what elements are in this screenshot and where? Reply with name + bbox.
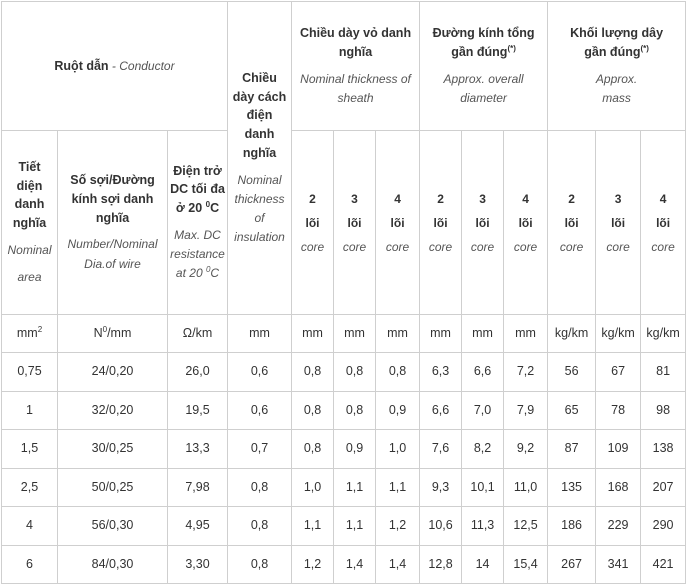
unit-sheath-3: mm [334, 315, 376, 353]
cell-sheath-3: 0,8 [334, 391, 376, 430]
cell-mass-2: 87 [548, 430, 596, 469]
cable-spec-table [1, 1, 686, 584]
cell-sheath-2: 0,8 [292, 353, 334, 392]
cell-number-dia: 32/0,20 [58, 391, 168, 430]
table-row [2, 545, 686, 584]
cell-sheath-3: 1,4 [334, 545, 376, 584]
cell-diameter-3: 7,0 [462, 391, 504, 430]
unit-number: $N^0/mm$ [58, 315, 168, 353]
cell-sheath-2: 0,8 [292, 391, 334, 430]
cell-sheath-3: 1,1 [334, 468, 376, 507]
unit-insulation: mm [228, 315, 292, 353]
conductor-title-vi: Ruột dẫn [54, 58, 109, 73]
cell-mass-4: 207 [641, 468, 686, 507]
cell-mass-4: 98 [641, 391, 686, 430]
mass-4-core-header: 4 lõi core [641, 131, 686, 315]
diameter-3-core-header: 3 lõi core [462, 131, 504, 315]
cell-mass-3: 168 [596, 468, 641, 507]
mass-3-core-header: 3 lõi core [596, 131, 641, 315]
cell-mass-2: 267 [548, 545, 596, 584]
cell-sheath-4: 1,4 [376, 545, 420, 584]
unit-area: $mm^2$ [2, 315, 58, 353]
table-body [2, 353, 686, 584]
cell-sheath-4: 0,9 [376, 391, 420, 430]
cell-resistance: 4,95 [168, 507, 228, 546]
unit-sheath-2: mm [292, 315, 334, 353]
cell-mass-3: 78 [596, 391, 641, 430]
cell-insulation: 0,8 [228, 468, 292, 507]
cell-diameter-4: 15,4 [504, 545, 548, 584]
cell-resistance: 7,98 [168, 468, 228, 507]
cell-mass-4: 421 [641, 545, 686, 584]
cell-mass-3: 341 [596, 545, 641, 584]
cell-diameter-3: 14 [462, 545, 504, 584]
number-dia-header: Số sợi/Đường kính sợi danh nghĩa Number/Nominal Dia.of wire [58, 131, 168, 315]
conductor-title-en: Conductor [119, 58, 175, 73]
cell-number-dia: 56/0,30 [58, 507, 168, 546]
cell-area: 1,5 [2, 430, 58, 469]
units-row [2, 315, 686, 353]
cell-diameter-2: 6,3 [420, 353, 462, 392]
cell-diameter-2: 9,3 [420, 468, 462, 507]
table-row [2, 507, 686, 546]
cell-insulation: 0,6 [228, 391, 292, 430]
cell-resistance: 19,5 [168, 391, 228, 430]
cell-diameter-3: 10,1 [462, 468, 504, 507]
cell-sheath-2: 1,2 [292, 545, 334, 584]
resistance-header: Điện trở DC tối đa ở 20 $^0$C Max. DC resistance at 20 $^0$C [168, 131, 228, 315]
diameter-4-core-header: 4 lõi core [504, 131, 548, 315]
cell-sheath-2: 1,0 [292, 468, 334, 507]
cell-insulation: 0,8 [228, 507, 292, 546]
sheath-3-core-header: 3 lõi core [334, 131, 376, 315]
area-header: Tiết diện danh nghĩa Nominal area [2, 131, 58, 315]
cell-diameter-3: 11,3 [462, 507, 504, 546]
cell-insulation: 0,8 [228, 545, 292, 584]
cell-mass-2: 186 [548, 507, 596, 546]
cell-number-dia: 24/0,20 [58, 353, 168, 392]
unit-mass-4: kg/km [641, 315, 686, 353]
cell-diameter-2: 7,6 [420, 430, 462, 469]
cell-sheath-2: 1,1 [292, 507, 334, 546]
cell-resistance: 3,30 [168, 545, 228, 584]
cell-mass-3: 229 [596, 507, 641, 546]
cell-area: 4 [2, 507, 58, 546]
sheath-2-core-header: 2 lõi core [292, 131, 334, 315]
unit-mass-2: kg/km [548, 315, 596, 353]
unit-diameter-2: mm [420, 315, 462, 353]
cell-diameter-4: 7,9 [504, 391, 548, 430]
cell-mass-2: 65 [548, 391, 596, 430]
cell-mass-2: 135 [548, 468, 596, 507]
cell-diameter-4: 12,5 [504, 507, 548, 546]
cell-area: 1 [2, 391, 58, 430]
table-row [2, 391, 686, 430]
cell-diameter-4: 9,2 [504, 430, 548, 469]
cell-mass-4: 138 [641, 430, 686, 469]
cell-resistance: 13,3 [168, 430, 228, 469]
sheath-4-core-header: 4 lõi core [376, 131, 420, 315]
cell-diameter-2: 10,6 [420, 507, 462, 546]
cell-number-dia: 50/0,25 [58, 468, 168, 507]
cell-mass-3: 67 [596, 353, 641, 392]
cell-sheath-3: 0,9 [334, 430, 376, 469]
unit-mass-3: kg/km [596, 315, 641, 353]
cell-sheath-3: 1,1 [334, 507, 376, 546]
conductor-group-header [2, 2, 228, 131]
unit-diameter-4: mm [504, 315, 548, 353]
diameter-2-core-header: 2 lõi core [420, 131, 462, 315]
cell-number-dia: 30/0,25 [58, 430, 168, 469]
mass-2-core-header: 2 lõi core [548, 131, 596, 315]
cell-area: 6 [2, 545, 58, 584]
cell-insulation: 0,7 [228, 430, 292, 469]
cell-sheath-3: 0,8 [334, 353, 376, 392]
cell-sheath-4: 1,0 [376, 430, 420, 469]
diameter-header: Đường kính tổng gần đúng(*) Approx. overall diameter [420, 2, 548, 131]
cell-diameter-4: 11,0 [504, 468, 548, 507]
cell-diameter-2: 6,6 [420, 391, 462, 430]
cell-diameter-2: 12,8 [420, 545, 462, 584]
insulation-header: Chiều dày cách điện danh nghĩa Nominal thickness of insulation [228, 2, 292, 315]
cell-insulation: 0,6 [228, 353, 292, 392]
cell-mass-4: 290 [641, 507, 686, 546]
conductor-separator: - [108, 58, 120, 73]
table-row [2, 468, 686, 507]
cell-diameter-4: 7,2 [504, 353, 548, 392]
cell-mass-3: 109 [596, 430, 641, 469]
cell-mass-2: 56 [548, 353, 596, 392]
unit-resistance: Ω/km [168, 315, 228, 353]
cell-sheath-4: 1,1 [376, 468, 420, 507]
cell-sheath-4: 0,8 [376, 353, 420, 392]
cell-sheath-2: 0,8 [292, 430, 334, 469]
cell-sheath-4: 1,2 [376, 507, 420, 546]
cell-resistance: 26,0 [168, 353, 228, 392]
unit-diameter-3: mm [462, 315, 504, 353]
sheath-header: Chiều dày vỏ danh nghĩa Nominal thickness of sheath [292, 2, 420, 131]
unit-sheath-4: mm [376, 315, 420, 353]
cell-area: 2,5 [2, 468, 58, 507]
mass-header: Khối lượng dây gần đúng(*) Approx. mass [548, 2, 686, 131]
cell-mass-4: 81 [641, 353, 686, 392]
cell-diameter-3: 6,6 [462, 353, 504, 392]
cell-number-dia: 84/0,30 [58, 545, 168, 584]
cell-area: 0,75 [2, 353, 58, 392]
cell-diameter-3: 8,2 [462, 430, 504, 469]
table-row [2, 430, 686, 469]
table-row [2, 353, 686, 392]
